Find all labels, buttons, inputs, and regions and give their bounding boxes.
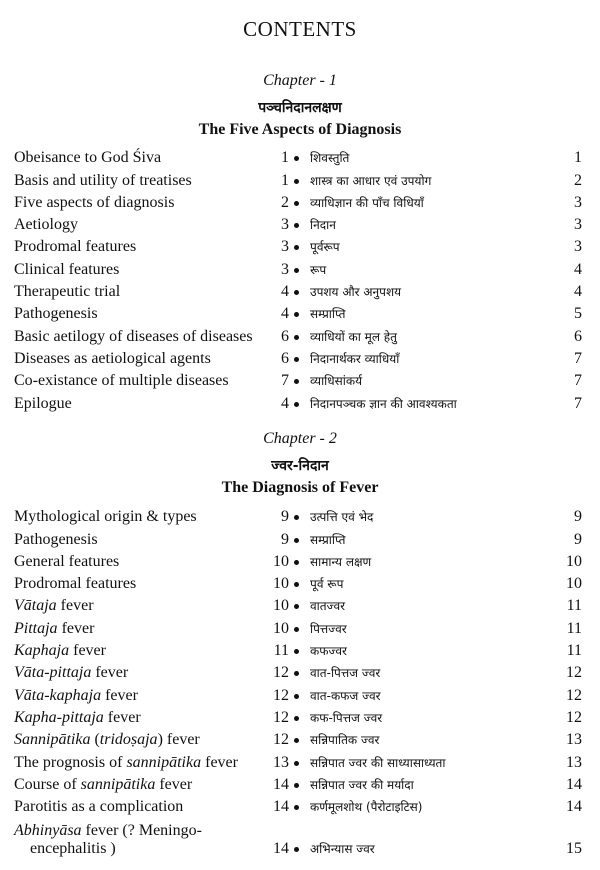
entry-page-number: 11: [273, 642, 289, 660]
entry-english-title: Five aspects of diagnosis: [14, 193, 175, 211]
chapter-2-entries: [0, 504, 600, 858]
entry-hindi-page-number: 15: [566, 840, 582, 858]
toc-entry-row: [0, 145, 600, 167]
entry-page-number: 12: [273, 708, 289, 726]
toc-entry-row: [0, 749, 600, 771]
entry-title-part: fever: [101, 686, 138, 704]
chapter-2-label: Chapter - 2: [263, 430, 337, 447]
entry-title-part: fever: [201, 753, 238, 771]
entry-hindi-page-number: 14: [566, 798, 582, 816]
bullet-dot: [294, 312, 299, 317]
bullet-dot: [294, 335, 299, 340]
entry-page-number: 12: [273, 686, 289, 704]
bullet-dot: [294, 290, 299, 295]
entry-english-title: [14, 822, 202, 858]
entry-hindi-page-number: 7: [574, 372, 582, 390]
entry-page-number: 10: [273, 597, 289, 615]
entry-english-title: Pathogenesis: [14, 305, 98, 323]
entry-title-part: Vātaja: [14, 597, 57, 615]
entry-english-title: Co-existance of multiple diseases: [14, 372, 229, 390]
entry-hindi-title: सामान्य लक्षण: [310, 554, 372, 569]
bullet-dot: [294, 694, 299, 699]
toc-entry-row: [0, 256, 600, 278]
entry-english-title: Basis and utility of treatises: [14, 171, 192, 189]
entry-english-title: [14, 687, 138, 705]
entry-hindi-title: वात-पित्तज ज्वर: [310, 666, 381, 681]
entry-page-number: 4: [281, 394, 289, 412]
bullet-dot: [294, 604, 299, 609]
entry-hindi-title: सन्निपात ज्वर की मर्यादा: [310, 777, 414, 792]
entry-english-title: [14, 597, 94, 615]
entry-title-part: Sannipātika: [14, 731, 91, 749]
entry-english-title: Diseases as aetiological agents: [14, 349, 211, 367]
entry-title-part: fever (? Meningo-: [81, 822, 202, 840]
entry-title-part: fever: [69, 642, 106, 660]
toc-entry-row: [0, 212, 600, 234]
entry-page-number: 6: [281, 327, 289, 345]
bullet-dot: [294, 201, 299, 206]
entry-page-number: 12: [273, 731, 289, 749]
bullet-dot: [294, 538, 299, 543]
entry-hindi-page-number: 7: [574, 394, 582, 412]
entry-title-part: fever: [56, 597, 94, 615]
entry-hindi-title: सन्निपात ज्वर की साध्यासाध्यता: [310, 755, 446, 770]
entry-page-number: 10: [273, 575, 289, 593]
chapter-2-hindi-title: ज्वर-निदान: [271, 458, 329, 474]
entry-page-number: 9: [281, 530, 289, 548]
entry-hindi-page-number: 9: [574, 508, 582, 526]
entry-hindi-title: कफज्वर: [310, 644, 347, 659]
toc-entry-row: [0, 279, 600, 301]
entry-hindi-title: निदान: [310, 218, 336, 233]
entry-hindi-title: व्याधियों का मूल हेतु: [310, 329, 398, 344]
toc-entry-row: [0, 615, 600, 637]
bullet-dot: [294, 783, 299, 788]
entry-english-title: [14, 731, 200, 749]
toc-entry-row: [0, 816, 600, 858]
entry-page-number: 3: [281, 260, 289, 278]
entry-hindi-page-number: 11: [566, 642, 582, 660]
toc-entry-row: [0, 504, 600, 526]
entry-title-part: fever: [91, 664, 129, 682]
entry-english-title: Basic aetilogy of diseases of diseases: [14, 327, 253, 345]
bullet-dot: [294, 223, 299, 228]
entry-hindi-page-number: 1: [574, 149, 582, 167]
entry-hindi-page-number: 5: [574, 305, 582, 323]
entry-page-number: 13: [273, 753, 289, 771]
toc-entry-row: [0, 526, 600, 548]
entry-hindi-title: उत्पत्ति एवं भेद: [310, 510, 374, 525]
entry-hindi-title: निदानार्थकर व्याधियाँ: [310, 351, 400, 366]
toc-entry-row: [0, 190, 600, 212]
entry-page-number: 14: [273, 775, 289, 793]
bullet-dot: [294, 357, 299, 362]
entry-hindi-page-number: 11: [566, 597, 582, 615]
entry-page-number: 14: [273, 840, 289, 858]
entry-page-number: 4: [281, 283, 289, 301]
toc-entry-row: [0, 727, 600, 749]
entry-hindi-page-number: 10: [566, 575, 582, 593]
entry-title-part: tridoṣaja: [99, 731, 158, 749]
entry-hindi-page-number: 11: [566, 619, 582, 637]
entry-title-part: (: [90, 731, 100, 749]
entry-page-number: 4: [281, 305, 289, 323]
entry-hindi-title: व्याधिसांकर्य: [310, 374, 363, 389]
bullet-dot: [294, 179, 299, 184]
bullet-dot: [294, 847, 299, 852]
entry-english-title: Prodromal features: [14, 238, 137, 256]
entry-hindi-title: व्याधिज्ञान की पाँच विधियाँ: [310, 195, 424, 210]
entry-hindi-title: सन्निपातिक ज्वर: [310, 733, 380, 748]
entry-title-part: fever: [103, 708, 141, 726]
entry-english-title: Epilogue: [14, 394, 72, 412]
entry-hindi-page-number: 2: [574, 171, 582, 189]
entry-page-number: 3: [281, 238, 289, 256]
toc-entry-row: [0, 772, 600, 794]
bullet-dot: [294, 761, 299, 766]
entry-english-title: [14, 709, 141, 727]
entry-page-number: 7: [281, 372, 289, 390]
toc-entry-row: [0, 705, 600, 727]
entry-title-part: Kaphaja: [14, 642, 70, 660]
toc-entry-row: [0, 682, 600, 704]
bullet-dot: [294, 402, 299, 407]
entry-english-title: [14, 620, 94, 638]
entry-hindi-title: अभिन्यास ज्वर: [310, 842, 375, 857]
toc-entry-row: [0, 794, 600, 816]
chapter-1-hindi-title: पञ्चनिदानलक्षण: [258, 100, 342, 116]
entry-title-part: Abhinyāsa: [14, 822, 82, 840]
entry-hindi-page-number: 12: [566, 686, 582, 704]
toc-entry-row: [0, 368, 600, 390]
entry-hindi-title: पूर्वरूप: [310, 240, 340, 255]
entry-title-part: ) fever: [157, 731, 200, 749]
entry-hindi-title: सम्प्राप्ति: [310, 532, 346, 547]
toc-entry-row: [0, 549, 600, 571]
entry-page-number: 1: [281, 171, 289, 189]
bullet-dot: [294, 805, 299, 810]
chapter-1-label: Chapter - 1: [263, 72, 337, 89]
page-title: CONTENTS: [243, 17, 357, 41]
toc-entry-row: [0, 593, 600, 615]
entry-english-title: Mythological origin & types: [14, 508, 197, 526]
entry-hindi-page-number: 3: [574, 216, 582, 234]
chapter-2-english-title: The Diagnosis of Fever: [221, 479, 379, 496]
entry-english-title: Pathogenesis: [14, 530, 98, 548]
entry-english-title: General features: [14, 552, 120, 570]
entry-hindi-page-number: 12: [566, 708, 582, 726]
bullet-dot: [294, 156, 299, 161]
entry-english-title: [14, 776, 192, 794]
entry-title-part: Vāta-pittaja: [14, 664, 92, 682]
entry-title-part: The prognosis of: [14, 753, 127, 771]
entry-hindi-page-number: 3: [574, 238, 582, 256]
entry-hindi-title: कर्णमूलशोथ (पैरोटाइटिस): [310, 800, 423, 815]
entry-hindi-page-number: 7: [574, 349, 582, 367]
bullet-dot: [294, 379, 299, 384]
entry-title-part: Course of: [14, 775, 81, 793]
bullet-dot: [294, 671, 299, 676]
entry-title-part: sannipātika: [80, 775, 156, 793]
entry-page-number: 10: [273, 619, 289, 637]
entry-english-title: Therapeutic trial: [14, 283, 121, 301]
entry-page-number: 6: [281, 349, 289, 367]
entry-english-title: [14, 664, 128, 682]
entry-hindi-page-number: 14: [566, 775, 582, 793]
entry-hindi-title: शास्त्र का आधार एवं उपयोग: [310, 173, 432, 188]
entry-hindi-title: पूर्व रूप: [310, 577, 344, 592]
entry-page-number: 14: [273, 798, 289, 816]
entry-title-part: Pittaja: [14, 619, 58, 637]
entry-hindi-page-number: 13: [566, 731, 582, 749]
entry-hindi-page-number: 4: [574, 283, 582, 301]
entry-hindi-title: वात-कफज ज्वर: [310, 688, 381, 703]
toc-entry-row: [0, 234, 600, 256]
entry-page-number: 9: [281, 508, 289, 526]
toc-entry-row: [0, 323, 600, 345]
entry-page-number: 10: [273, 552, 289, 570]
entry-page-number: 3: [281, 216, 289, 234]
entry-title-part: Kapha-pittaja: [14, 708, 104, 726]
entry-hindi-page-number: 10: [566, 552, 582, 570]
chapter-1-english-title: The Five Aspects of Diagnosis: [198, 121, 402, 138]
entry-page-number: 12: [273, 664, 289, 682]
toc-entry-row: [0, 390, 600, 412]
entry-hindi-title: वातज्वर: [310, 599, 346, 614]
entry-hindi-page-number: 12: [566, 664, 582, 682]
entry-english-title: [14, 642, 106, 660]
entry-english-title: Clinical features: [14, 260, 120, 278]
bullet-dot: [294, 245, 299, 250]
entry-title-part: fever: [57, 619, 95, 637]
toc-entry-row: [0, 660, 600, 682]
entry-english-title: Aetiology: [14, 216, 78, 234]
toc-entry-row: [0, 638, 600, 660]
toc-entry-row: [0, 571, 600, 593]
toc-entry-row: [0, 346, 600, 368]
chapter-1-entries: [0, 145, 600, 413]
entry-hindi-page-number: 3: [574, 193, 582, 211]
entry-english-title: Prodromal features: [14, 575, 137, 593]
toc-entry-row: [0, 167, 600, 189]
bullet-dot: [294, 649, 299, 654]
bullet-dot: [294, 515, 299, 520]
bullet-dot: [294, 627, 299, 632]
entry-hindi-title: रूप: [310, 262, 327, 277]
entry-hindi-page-number: 9: [574, 530, 582, 548]
entry-english-title: Obeisance to God Śiva: [14, 149, 162, 167]
entry-hindi-title: सम्प्राप्ति: [310, 307, 346, 322]
entry-hindi-title: उपशय और अनुपशय: [310, 285, 402, 300]
entry-english-title: [14, 754, 238, 772]
entry-english-title: Parotitis as a complication: [14, 798, 184, 816]
bullet-dot: [294, 716, 299, 721]
bullet-dot: [294, 560, 299, 565]
bullet-dot: [294, 268, 299, 273]
entry-title-part: Vāta-kaphaja: [14, 686, 102, 704]
entry-page-number: 1: [281, 149, 289, 167]
entry-hindi-page-number: 6: [574, 327, 582, 345]
entry-hindi-title: पित्तज्वर: [310, 621, 347, 636]
bullet-dot: [294, 738, 299, 743]
bullet-dot: [294, 582, 299, 587]
entry-title-line2: encephalitis ): [30, 840, 116, 858]
entry-hindi-page-number: 13: [566, 753, 582, 771]
entry-title-part: fever: [155, 775, 193, 793]
entry-hindi-title: शिवस्तुति: [310, 151, 350, 166]
entry-title-part: sannipātika: [126, 753, 202, 771]
entry-hindi-page-number: 4: [574, 260, 582, 278]
entry-page-number: 2: [281, 193, 289, 211]
entry-hindi-title: निदानपञ्चक ज्ञान की आवश्यकता: [310, 396, 457, 411]
toc-entry-row: [0, 301, 600, 323]
entry-hindi-title: कफ-पित्तज ज्वर: [310, 710, 383, 725]
